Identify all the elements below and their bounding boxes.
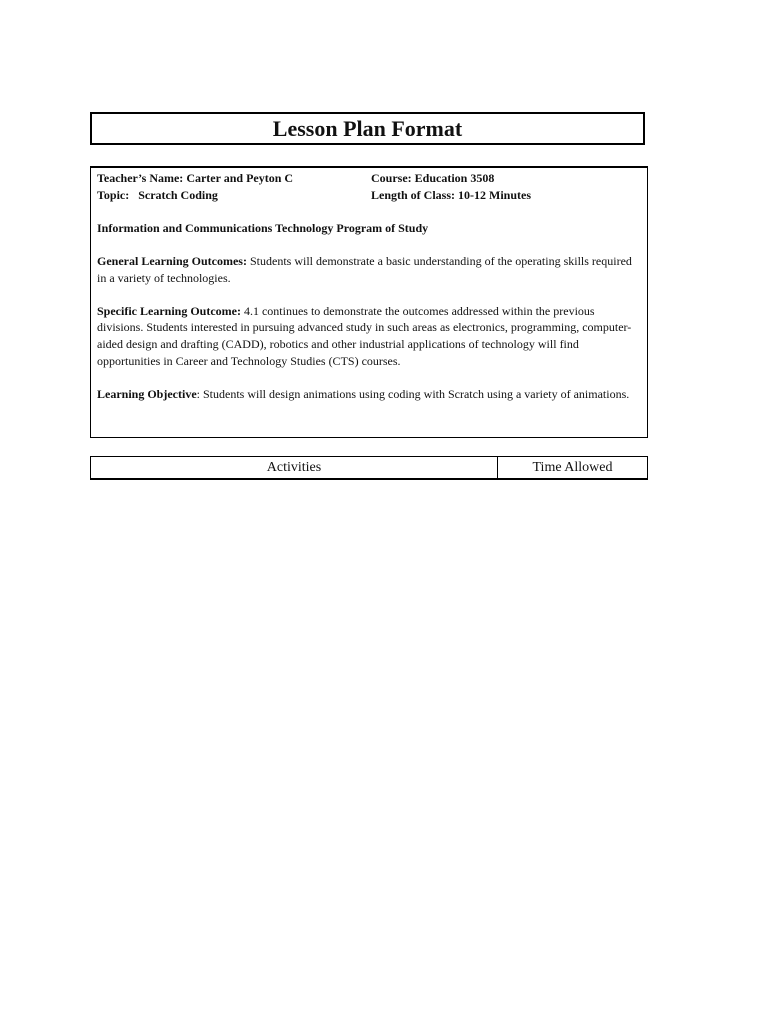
class-length — [371, 187, 641, 204]
course-label: Course: — [371, 171, 412, 185]
teacher-label: Teacher’s Name: — [97, 171, 184, 185]
learning-objective-label: Learning Objective — [97, 386, 197, 401]
topic-value: Scratch Coding — [138, 187, 218, 202]
course — [371, 170, 641, 187]
page-title: Lesson Plan Format — [272, 115, 463, 141]
specific-outcome-label: Specific Learning Outcome: — [97, 303, 241, 318]
teacher-value: Carter and Peyton C — [186, 171, 294, 185]
topic — [97, 187, 371, 204]
general-outcomes-text: Students will demonstrate a basic understanding of the operating skills required in a variety of technologies. — [97, 253, 632, 285]
general-outcomes — [97, 253, 641, 286]
title-box — [90, 112, 645, 145]
learning-objective-text: : Students will design animations using coding with Scratch using a variety of animations. — [196, 386, 630, 401]
activities-table — [90, 456, 648, 480]
length-label: Length of Class: — [371, 187, 456, 202]
info-row-1 — [97, 170, 641, 187]
activities-header: Activities — [91, 457, 498, 478]
time-allowed-header: Time Allowed — [532, 459, 613, 475]
general-outcomes-label: General Learning Outcomes: — [97, 253, 247, 268]
topic-label: Topic: — [97, 187, 130, 202]
info-row-2 — [97, 187, 641, 204]
teacher-name — [97, 170, 371, 187]
learning-objective — [97, 386, 641, 403]
specific-outcome — [97, 303, 641, 369]
specific-outcome-text: 4.1 continues to demonstrate the outcomes addressed within the previous divisions. Students interested in pursuing advanced study in such areas as electronics, programming, computer-aided design and drafting (CADD), robotics and other industrial applications of technology will find opportunities in Career and Technology Studies (CTS) courses. — [97, 303, 632, 368]
course-value: Education 3508 — [414, 171, 495, 185]
program-of-study: Information and Communications Technology Program of Study — [97, 220, 429, 235]
length-value: 10-12 Minutes — [458, 187, 532, 202]
lesson-info-box — [90, 166, 648, 438]
